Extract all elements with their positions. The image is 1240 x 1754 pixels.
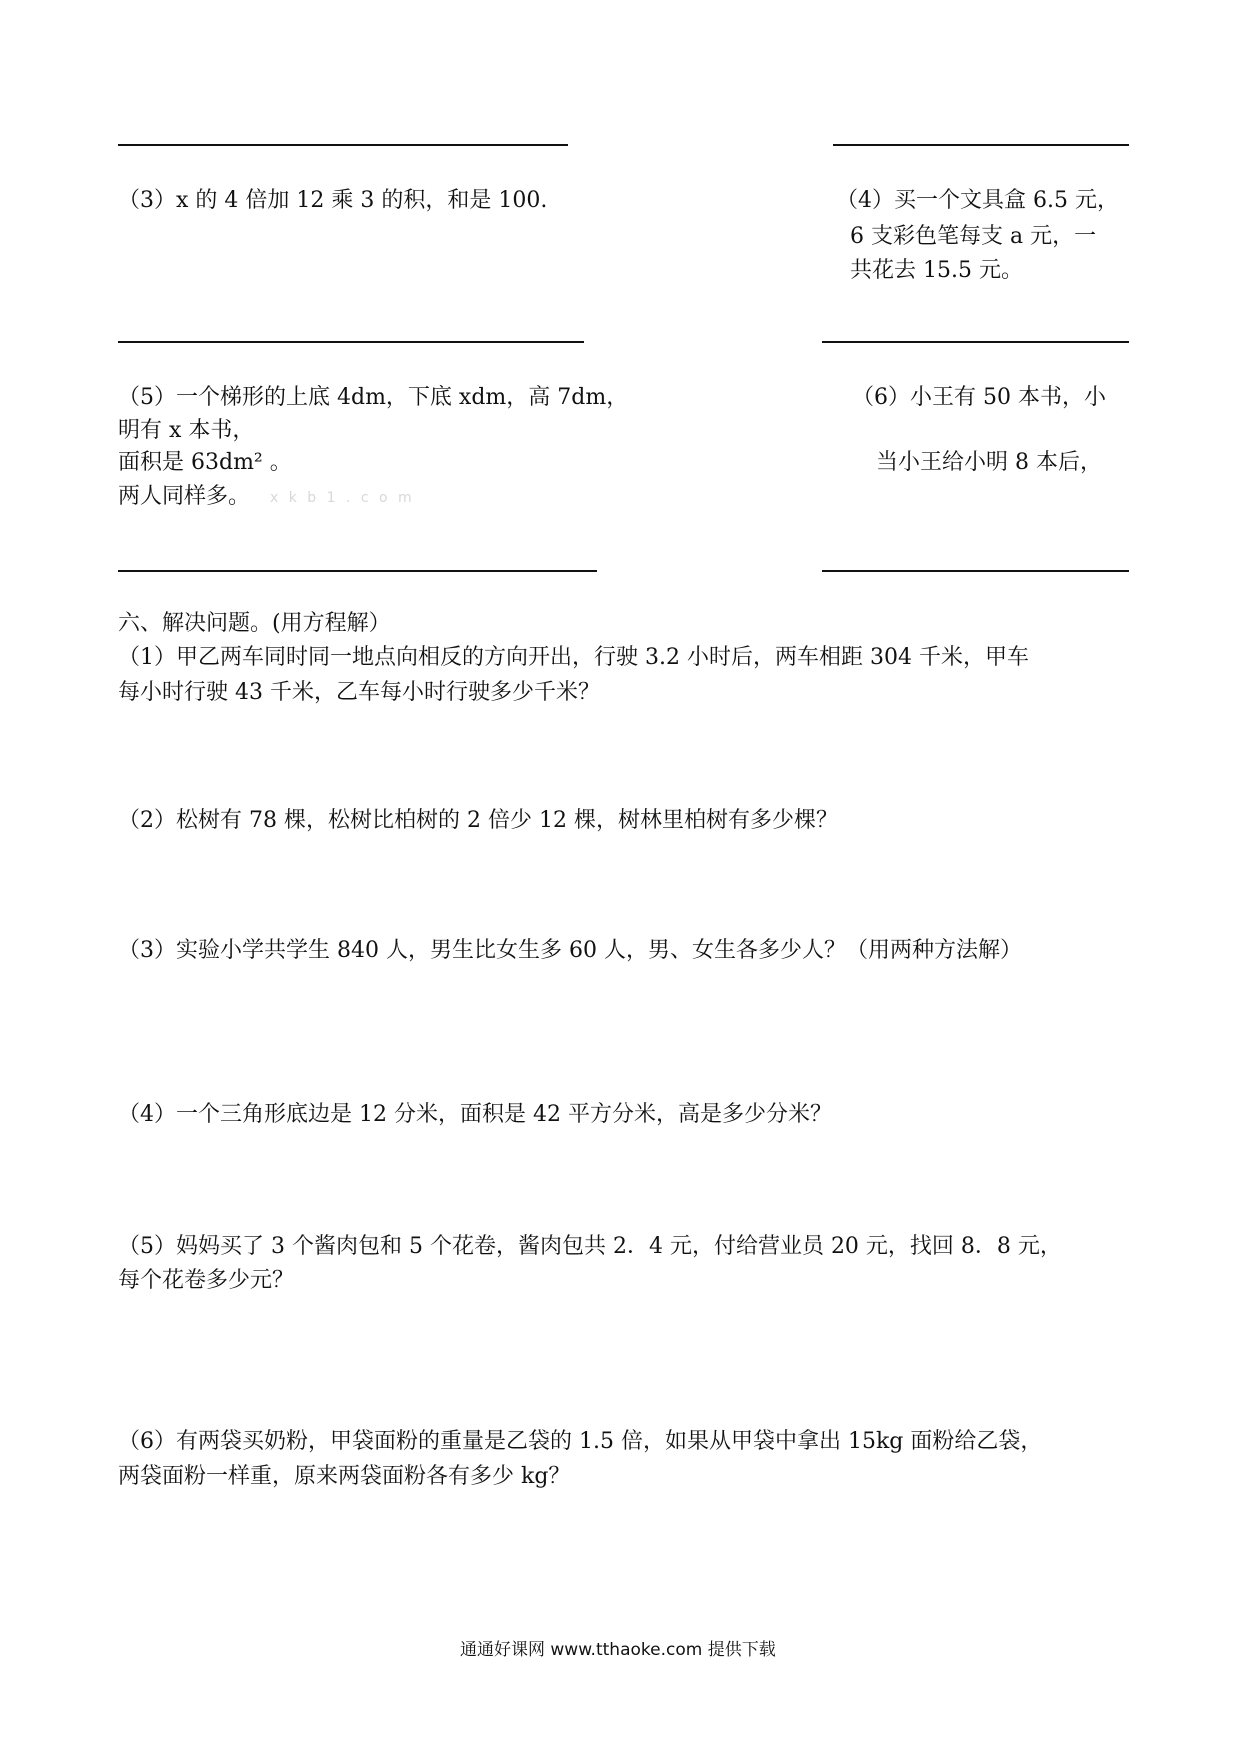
equation-q5-line3: 面积是 63dm² 。 (118, 450, 292, 475)
problem-5-line2: 每个花卷多少元？ (118, 1268, 295, 1293)
problem-1-line2: 每小时行驶 43 千米，乙车每小时行驶多少千米？ (118, 680, 600, 705)
equation-q5-line4: 两人同样多。 (118, 484, 251, 509)
problem-4: （4）一个三角形底边是 12 分米，面积是 42 平方分米，高是多少分米？ (118, 1102, 832, 1127)
problem-2: （2）松树有 78 棵，松树比柏树的 2 倍少 12 棵，树林里柏树有多少棵？ (118, 808, 838, 833)
equation-q4-line1: （4）买一个文具盒 6.5 元， (836, 188, 1119, 213)
answer-line (118, 341, 584, 343)
answer-line (118, 144, 568, 146)
problem-5-line1: （5）妈妈买了 3 个酱肉包和 5 个花卷，酱肉包共 2．4 元，付给营业员 20 元，找回 8．8 元， (118, 1234, 1062, 1259)
watermark: x k b 1 . c o m (270, 490, 415, 506)
answer-line (822, 570, 1129, 572)
equation-q4-line2: 6 支彩色笔每支 a 元，一 (850, 224, 1097, 249)
equation-q5-line1: （5）一个梯形的上底 4dm，下底 xdm，高 7dm， (118, 385, 629, 410)
equation-q4-line3: 共花去 15.5 元。 (850, 258, 1023, 283)
equation-q3: （3）x 的 4 倍加 12 乘 3 的积，和是 100. (118, 188, 548, 213)
equation-q5-line2: 明有 x 本书， (118, 418, 255, 443)
problem-6-line2: 两袋面粉一样重，原来两袋面粉各有多少 kg？ (118, 1464, 571, 1489)
problem-3: （3）实验小学共学生 840 人，男生比女生多 60 人，男、女生各多少人？（用两种方法解） (118, 938, 1022, 963)
equation-q6-line1: （6）小王有 50 本书，小 (852, 385, 1106, 410)
answer-line (118, 570, 597, 572)
problem-6-line1: （6）有两袋买奶粉，甲袋面粉的重量是乙袋的 1.5 倍，如果从甲袋中拿出 15kg 面粉给乙袋， (118, 1429, 1043, 1454)
equation-q6-line2: 当小王给小明 8 本后， (876, 450, 1102, 475)
answer-line (833, 144, 1129, 146)
page-footer: 通通好课网 www.tthaoke.com 提供下载 (460, 1640, 776, 1660)
answer-line (822, 341, 1129, 343)
section-heading: 六、解决问题。(用方程解） (118, 611, 391, 636)
problem-1-line1: （1）甲乙两车同时同一地点向相反的方向开出，行驶 3.2 小时后，两车相距 304 千米，甲车 (118, 645, 1029, 670)
